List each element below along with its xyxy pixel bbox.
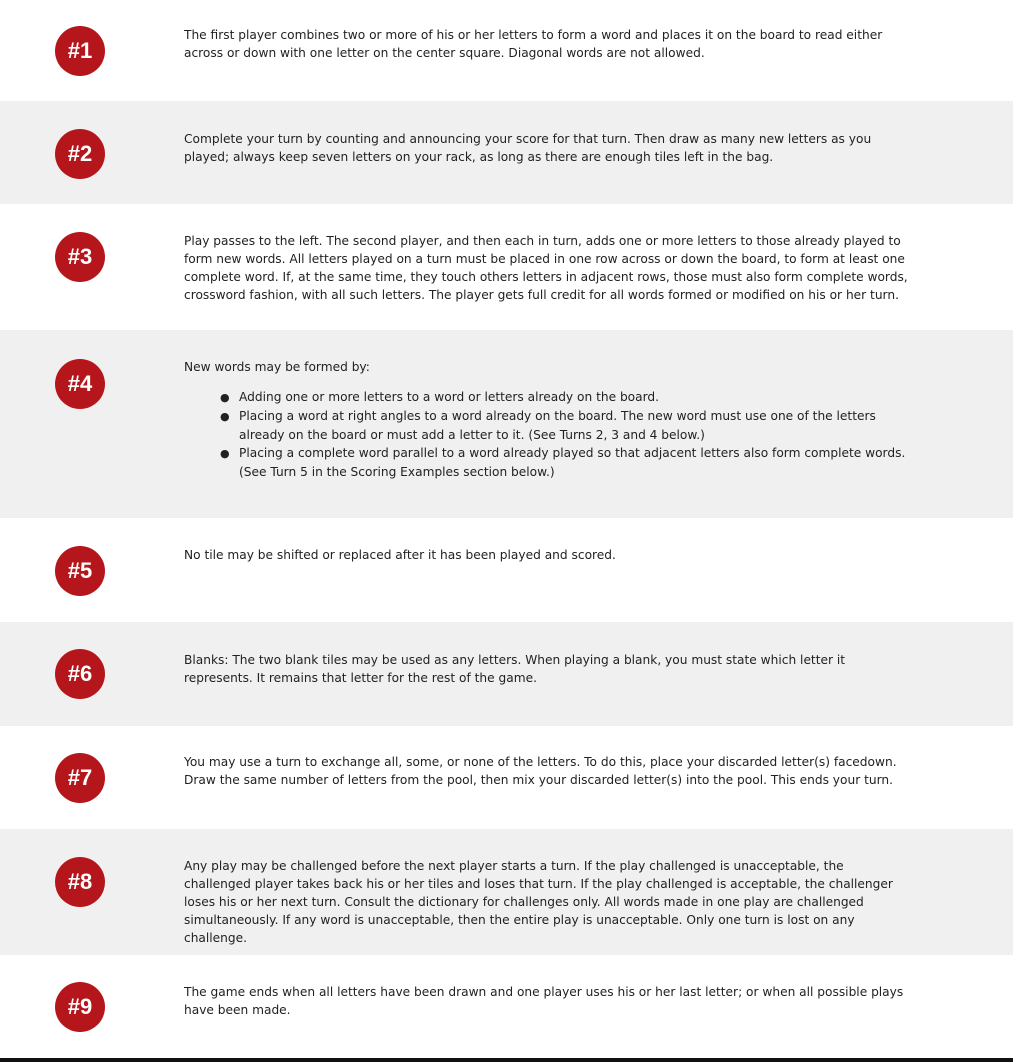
rule-paragraph: Play passes to the left. The second player, and then each in turn, adds one or more letters to those already played to form new words. All letters played on a turn must be placed in one row across or down the board, to form at least one complete word. If, at the same time, they touch others letters in adjacent rows, those must also form complete words, crossword fashion, with all such letters. The player gets full credit for all words formed or modified on his or her turn. — [184, 234, 908, 302]
rule-text — [184, 857, 914, 947]
rule-text — [184, 753, 914, 789]
rule-paragraph: No tile may be shifted or replaced after it has been played and scored. — [184, 548, 616, 562]
rule-text — [184, 358, 914, 481]
rule-1 — [0, 0, 1013, 101]
rule-text — [184, 130, 914, 166]
rule-number-badge: #4 — [55, 359, 105, 409]
rule-number-badge: #6 — [55, 649, 105, 699]
rule-4 — [0, 330, 1013, 518]
bottom-divider — [0, 1058, 1013, 1062]
rule-text — [184, 232, 914, 304]
rule-number-badge: #8 — [55, 857, 105, 907]
rule-paragraph: The game ends when all letters have been drawn and one player uses his or her last letter; or when all possible plays have been made. — [184, 985, 904, 1017]
rule-number-badge: #2 — [55, 129, 105, 179]
rule-8 — [0, 829, 1013, 955]
rule-number-badge: #3 — [55, 232, 105, 282]
rule-paragraph: You may use a turn to exchange all, some, or none of the letters. To do this, place your discarded letter(s) facedown. Draw the same number of letters from the pool, then mix your discarded letter(s) into the pool. This ends your turn. — [184, 755, 897, 787]
rule-7 — [0, 726, 1013, 829]
rule-bullet-item: ● Placing a complete word parallel to a word already played so that adjacent letters also form complete words. (See Turn 5 in the Scoring Examples section below.) — [220, 446, 906, 479]
rule-paragraph: Blanks: The two blank tiles may be used as any letters. When playing a blank, you must state which letter it represents. It remains that letter for the rest of the game. — [184, 653, 846, 685]
rule-6 — [0, 622, 1013, 726]
rule-text — [184, 546, 914, 564]
rule-text — [184, 983, 914, 1019]
rule-paragraph: New words may be formed by: — [184, 360, 370, 374]
rule-number-badge: #1 — [55, 26, 105, 76]
bullet-icon: ● — [220, 410, 230, 423]
rule-2 — [0, 101, 1013, 204]
rule-text — [184, 651, 914, 687]
rule-3 — [0, 204, 1013, 330]
rule-paragraph: Any play may be challenged before the next player starts a turn. If the play challenged is unacceptable, the challenged player takes back his or her tiles and loses that turn. If the play challenged is acceptable, the challenger loses his or her next turn. Consult the dictionary for challenges only. All words made in one play are challenged simultaneously. If any word is unacceptable, then the entire play is unacceptable. Only one turn is lost on any challenge. — [184, 859, 893, 945]
rule-number-badge: #9 — [55, 982, 105, 1032]
rule-paragraph: The first player combines two or more of his or her letters to form a word and places it on the board to read either across or down with one letter on the center square. Diagonal words are not allowed. — [184, 28, 883, 60]
bullet-icon: ● — [220, 391, 230, 404]
rule-number-badge: #5 — [55, 546, 105, 596]
rule-text — [184, 26, 914, 62]
bullet-icon: ● — [220, 447, 230, 460]
rule-9 — [0, 955, 1013, 1058]
rule-5 — [0, 518, 1013, 622]
rule-bullet-item: ● Placing a word at right angles to a word already on the board. The new word must use one of the letters already on the board or must add a letter to it. (See Turns 2, 3 and 4 below.) — [220, 409, 876, 442]
rule-number-badge: #7 — [55, 753, 105, 803]
rule-paragraph: Complete your turn by counting and announcing your score for that turn. Then draw as many new letters as you played; always keep seven letters on your rack, as long as there are enough tiles left in the bag. — [184, 132, 872, 164]
rule-bullet-item: ● Adding one or more letters to a word or letters already on the board. — [220, 388, 914, 407]
rule-bullet-list — [184, 388, 914, 481]
